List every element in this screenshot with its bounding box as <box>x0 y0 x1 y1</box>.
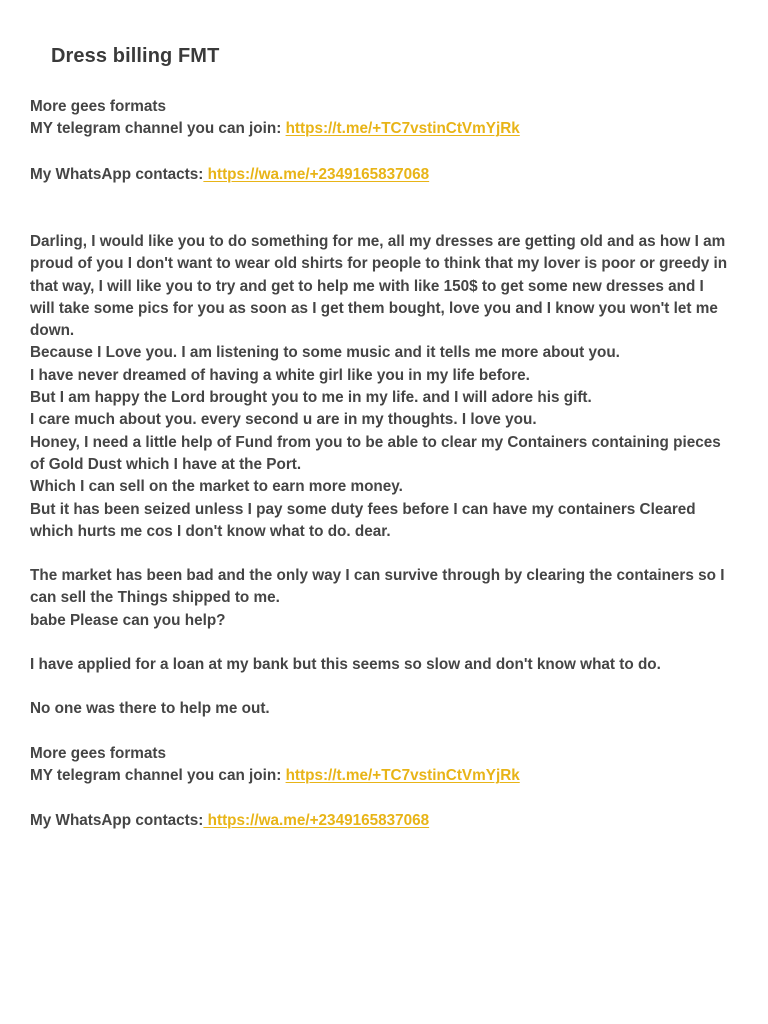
whatsapp-link[interactable]: https://wa.me/+2349165837068 <box>203 812 430 829</box>
body-line: I have never dreamed of having a white girl like you in my life before. <box>30 366 530 384</box>
telegram-line <box>30 765 730 787</box>
footer-whatsapp-block <box>30 810 730 832</box>
telegram-label: MY telegram channel you can join: <box>30 120 286 138</box>
message-body-3 <box>30 654 730 676</box>
whatsapp-label: My WhatsApp contacts: <box>30 166 204 183</box>
telegram-label: MY telegram channel you can join: <box>30 767 286 785</box>
body-line: I have applied for a loan at my bank but this seems so slow and don't know what to do. <box>30 656 661 673</box>
more-formats-text: More gees formats <box>30 98 167 115</box>
document-title: Dress billing FMT <box>51 45 220 67</box>
body-line: babe Please can you help? <box>30 611 226 629</box>
header-whatsapp-block <box>30 164 730 186</box>
body-line: Which I can sell on the market to earn more money. <box>30 478 403 496</box>
message-body-2 <box>30 565 730 632</box>
whatsapp-label: My WhatsApp contacts: <box>30 812 204 829</box>
whatsapp-link[interactable]: https://wa.me/+2349165837068 <box>203 166 430 183</box>
telegram-link[interactable]: https://t.me/+TC7vstinCtVmYjRk <box>285 767 520 785</box>
message-body-1 <box>30 231 730 543</box>
whatsapp-line <box>30 164 730 186</box>
body-paragraph: The market has been bad and the only way I can survive through by clearing the containers so I can sell the Things shipped to me. <box>30 567 725 607</box>
body-line: But I am happy the Lord brought you to me in my life. and I will adore his gift. <box>30 389 592 407</box>
telegram-line <box>30 118 730 140</box>
body-paragraph: But it has been seized unless I pay some duty fees before I can have my containers Cleared which hurts me cos I don't know what to do. dear. <box>30 500 696 540</box>
body-paragraph: Honey, I need a little help of Fund from you to be able to clear my Containers containing pieces of Gold Dust which I have at the Port. <box>30 433 721 473</box>
header-contact-block <box>30 96 730 141</box>
body-line: I care much about you. every second u are in my thoughts. I love you. <box>30 411 537 429</box>
body-line: No one was there to help me out. <box>30 700 270 717</box>
whatsapp-line <box>30 810 730 832</box>
body-paragraph: Darling, I would like you to do something for me, all my dresses are getting old and as how I am proud of you I don't want to wear old shirts for people to think that my lover is poor or greedy in that way, I will like you to try and get to help me with like 150$ to get some new dresses and I will take some pics for you as soon as I get them bought, love you and I know you won't let me down. <box>30 233 728 340</box>
footer-contact-block <box>30 743 730 788</box>
body-line: Because I Love you. I am listening to some music and it tells me more about you. <box>30 344 620 362</box>
more-formats-text: More gees formats <box>30 745 167 762</box>
message-body-4 <box>30 698 730 720</box>
telegram-link[interactable]: https://t.me/+TC7vstinCtVmYjRk <box>285 120 520 138</box>
